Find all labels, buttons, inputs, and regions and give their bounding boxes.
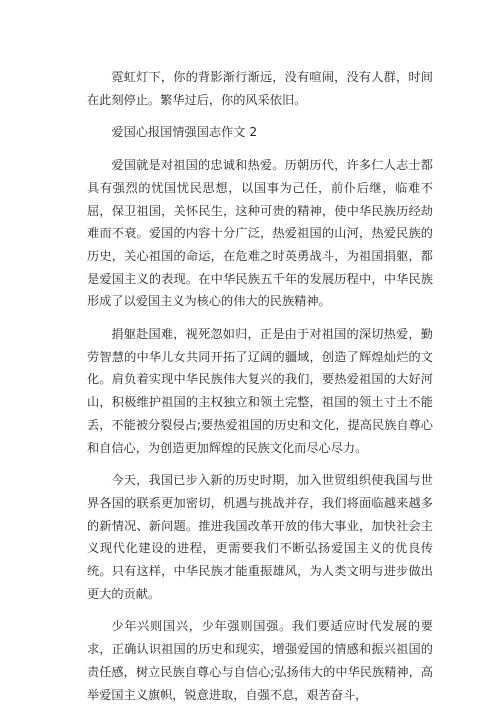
- body-paragraph: 捐躯赴国难，视死忽如归，正是由于对祖国的深切热爱，勤劳智慧的中华儿女共同开拓了辽阔的疆域，创造了辉煌灿烂的文化。肩负着实现中华民族伟大复兴的我们，要热爱祖国的大好河山，积极维护祖国的主权独立和领土完整，祖国的领土寸土不能丢，不能被分裂侵占;要热爱祖国的历史和文化，提高民族自尊心和自信心，为创造更加辉煌的民族文化而尽心尽力。: [87, 327, 433, 455]
- intro-paragraph: 霓虹灯下，你的背影渐行渐远，没有喧闹，没有人群，时间在此刻停止。繁华过后，你的风采依旧。: [87, 70, 433, 107]
- body-paragraph: 今天，我国已步入新的历史时期，加入世贸组织使我国与世界各国的联系更加密切，机遇与挑战并存，我们将面临越来越多的新情况、新问题。推进我国改革开放的伟大事业，加快社会主义现代化建设的进程，更需要我们不断弘扬爱国主义的优良传统。只有这样，中华民族才能重振雄风，为人类文明与进步做出更大的贡献。: [87, 473, 433, 601]
- essay-title: 爱国心报国情强国志作文 2: [111, 125, 258, 140]
- body-paragraph: 少年兴则国兴，少年强则国强。我们要适应时代发展的要求，正确认识祖国的历史和现实，增强爱国的情感和振兴祖国的责任感，树立民族自尊心与自信心;弘扬伟大的中华民族精神，高举爱国主义旗帜，锐意进取，自强不息，艰苦奋斗，: [87, 619, 433, 702]
- body-paragraph: 爱国就是对祖国的忠诚和热爱。历朝历代，许多仁人志士都具有强烈的忧国忧民思想，以国事为己任，前仆后继，临难不屈，保卫祖国，关怀民生，这种可贵的精神，使中华民族历经劫难而不衰。爱国的内容十分广泛，热爱祖国的山河，热爱民族的历史，关心祖国的命运，在危难之时英勇战斗，为祖国捐躯，都是爱国主义的表现。在中华民族五千年的发展历程中，中华民族形成了以爱国主义为核心的伟大的民族精神。: [87, 158, 433, 309]
